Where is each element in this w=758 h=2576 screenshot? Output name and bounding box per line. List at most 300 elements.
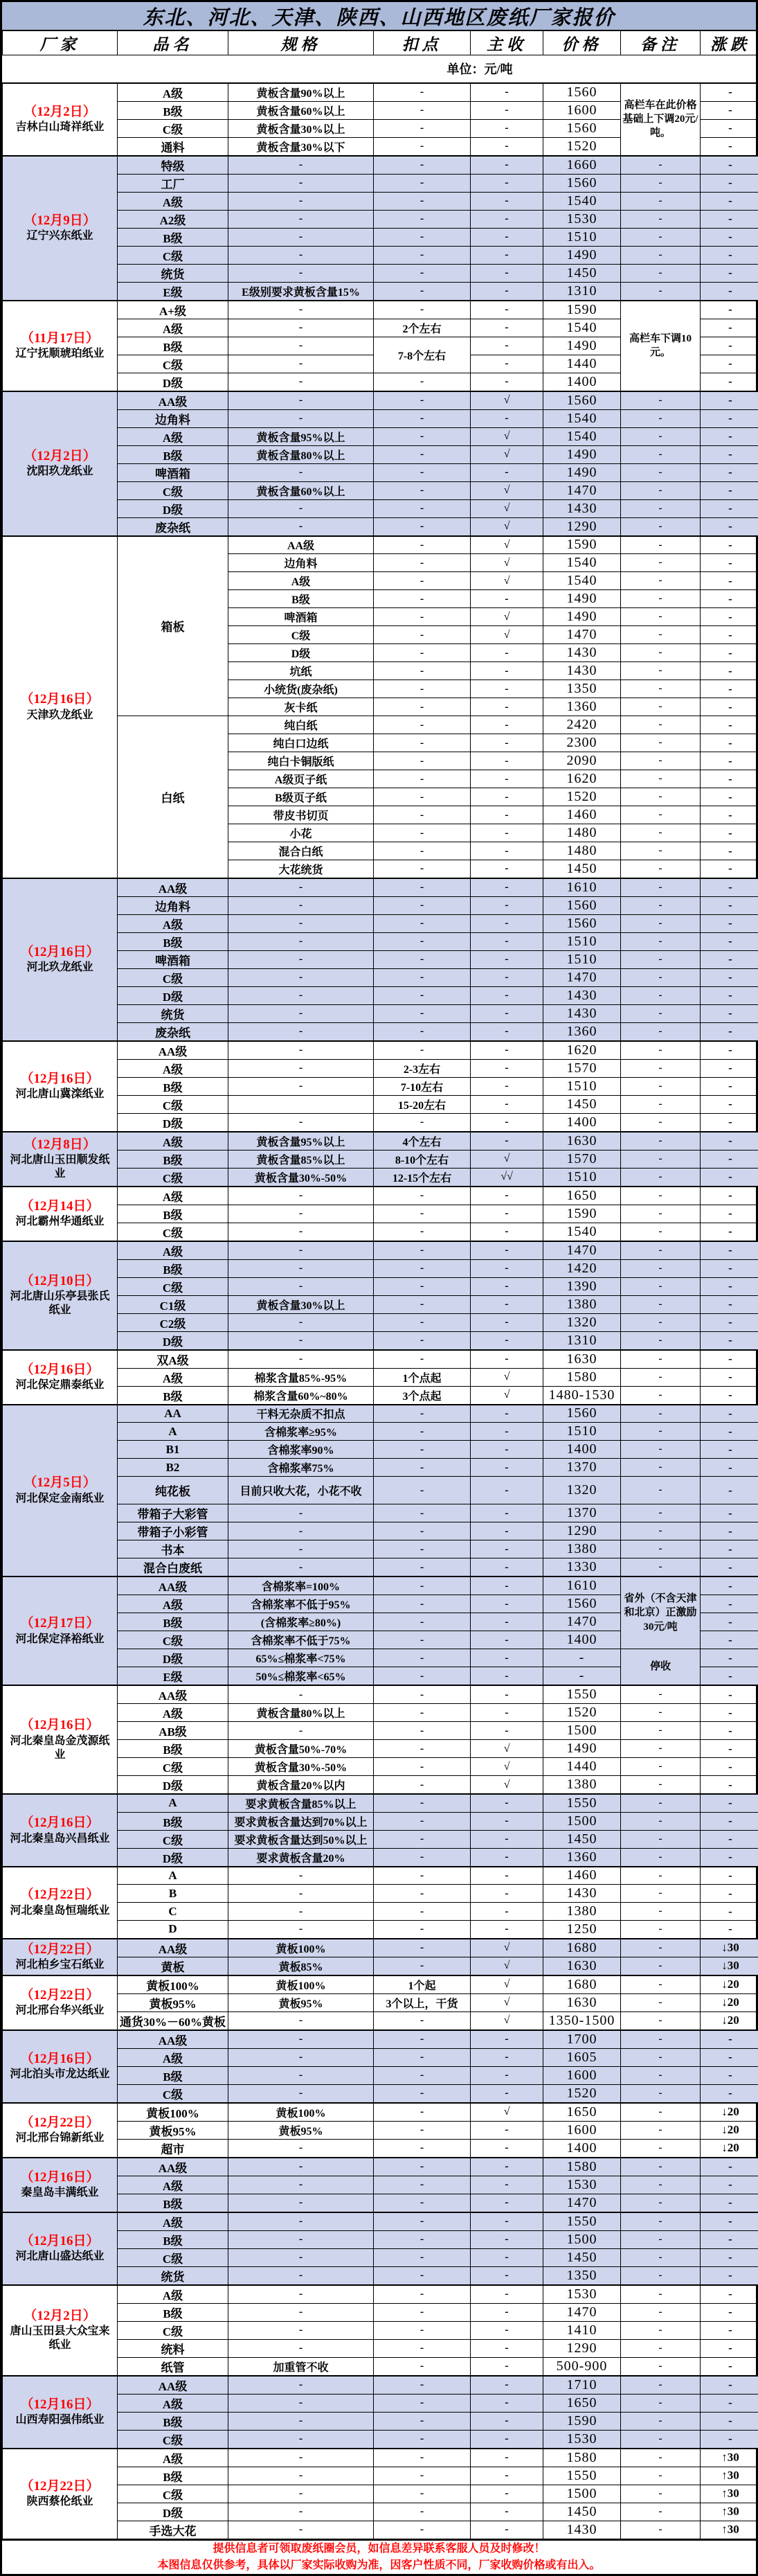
remark-cell: -	[621, 1794, 701, 1812]
remark-cell: -	[621, 499, 701, 517]
spec-cell: -	[228, 932, 374, 950]
remark-cell: -	[621, 264, 701, 282]
deduction-cell: -	[374, 1313, 471, 1331]
main-collect-cell: -	[471, 373, 543, 391]
remark-cell: -	[621, 1504, 701, 1522]
price-cell: 1610	[543, 878, 621, 897]
change-cell: -	[701, 788, 758, 806]
main-collect-cell: -	[471, 1921, 543, 1939]
change-cell: -	[701, 1205, 758, 1223]
price-cell: 1380	[543, 1295, 621, 1313]
deduction-cell: 1个点起	[374, 1368, 471, 1386]
main-collect-cell: √	[471, 2011, 543, 2030]
spec-cell: 黄板85%	[228, 1957, 374, 1975]
factory-cell	[3, 1350, 118, 1405]
spec-cell: -	[228, 1504, 374, 1522]
product-name-cell: 书本	[118, 1540, 228, 1558]
change-cell: -	[701, 1758, 758, 1776]
product-name-cell: A级	[118, 2285, 228, 2304]
price-cell: 1430	[543, 1885, 621, 1903]
price-cell: 1330	[543, 1558, 621, 1577]
product-name-cell: A级	[118, 319, 228, 337]
factory-date: （12月22日）	[5, 2478, 115, 2496]
remark-cell: -	[621, 572, 701, 590]
main-collect-cell: -	[471, 264, 543, 282]
remark-cell: -	[621, 2485, 701, 2503]
factory-name: 河北邢台华兴纸业	[5, 2004, 115, 2018]
price-cell: 1630	[543, 1350, 621, 1369]
main-collect-cell: -	[471, 1095, 543, 1113]
factory-date: （12月17日）	[5, 1615, 115, 1633]
price-cell: 1430	[543, 644, 621, 662]
price-cell: 1530	[543, 2430, 621, 2449]
product-name-cell: D级	[118, 986, 228, 1004]
main-collect-cell: -	[471, 2194, 543, 2212]
change-cell: -	[701, 806, 758, 824]
factory-name: 河北秦皇岛金茂源纸业	[5, 1734, 115, 1762]
product-name-cell: AA级	[118, 391, 228, 410]
change-cell: ↓30	[701, 1957, 758, 1975]
product-name-cell: B级	[118, 2230, 228, 2248]
price-cell: 1600	[543, 101, 621, 119]
main-collect-cell: √	[471, 572, 543, 590]
remark-cell: -	[621, 1993, 701, 2011]
product-name-cell: 双A级	[118, 1350, 228, 1369]
remark-cell: -	[621, 1885, 701, 1903]
change-cell: -	[701, 391, 758, 410]
main-collect-cell: -	[471, 878, 543, 897]
deduction-cell: -	[374, 1004, 471, 1022]
deduction-cell: -	[374, 228, 471, 246]
deduction-cell: -	[374, 968, 471, 986]
product-name-cell: B级	[118, 1812, 228, 1830]
remark-cell: -	[621, 1350, 701, 1369]
change-cell: ↓30	[701, 1939, 758, 1957]
change-cell: -	[701, 824, 758, 842]
price-cell: 1520	[543, 788, 621, 806]
product-name-cell: 工厂	[118, 174, 228, 192]
change-cell: -	[701, 1558, 758, 1577]
spec-cell: -	[228, 2176, 374, 2194]
table-row	[3, 1939, 758, 1957]
product-name-cell: D级	[118, 1331, 228, 1350]
main-collect-cell: -	[471, 1223, 543, 1241]
product-name-cell: 黄板95%	[118, 1993, 228, 2011]
factory-cell	[3, 2285, 118, 2376]
remark-cell: -	[621, 2321, 701, 2339]
main-collect-cell: -	[471, 1059, 543, 1077]
change-cell: -	[701, 174, 758, 192]
price-cell: 1450	[543, 1095, 621, 1113]
product-name-cell: 边角料	[118, 896, 228, 914]
main-collect-cell: √	[471, 1957, 543, 1975]
spec-cell: -	[228, 409, 374, 427]
remark-cell: -	[621, 770, 701, 788]
factory-date: （12月2日）	[5, 2308, 115, 2325]
spec-cell: A级	[228, 572, 374, 590]
spec-cell: 带皮书切页	[228, 806, 374, 824]
change-cell: ↓20	[701, 2139, 758, 2158]
change-cell: -	[701, 2303, 758, 2321]
change-cell: -	[701, 1921, 758, 1939]
remark-cell: -	[621, 1939, 701, 1957]
product-name-cell: 白纸	[118, 716, 228, 878]
product-name-cell: A级	[118, 83, 228, 102]
product-name-cell: AA级	[118, 2030, 228, 2049]
remark-cell: -	[621, 1722, 701, 1740]
price-cell: 1310	[543, 1331, 621, 1350]
table-row	[3, 1975, 758, 1994]
price-cell: 1680	[543, 1975, 621, 1994]
main-collect-cell: -	[471, 282, 543, 301]
deduction-cell: -	[374, 1613, 471, 1631]
price-cell: 1550	[543, 1685, 621, 1704]
factory-date: （12月22日）	[5, 1942, 115, 1959]
spec-cell: -	[228, 2485, 374, 2503]
spec-cell: -	[228, 2158, 374, 2176]
deduction-cell: -	[374, 264, 471, 282]
deduction-cell: -	[374, 860, 471, 878]
remark-cell: -	[621, 427, 701, 445]
deduction-cell: -	[374, 770, 471, 788]
product-name-cell: B1	[118, 1441, 228, 1459]
change-cell: -	[701, 282, 758, 301]
remark-cell: -	[621, 788, 701, 806]
change-cell: -	[701, 536, 758, 554]
price-cell: 1610	[543, 1576, 621, 1595]
remark-cell: -	[621, 463, 701, 481]
table-row	[3, 878, 758, 897]
deduction-cell: -	[374, 2376, 471, 2395]
product-name-cell: AA级	[118, 1041, 228, 1060]
main-collect-cell: -	[471, 2485, 543, 2503]
main-collect-cell: -	[471, 662, 543, 680]
spec-cell: 含棉浆率不低于95%	[228, 1595, 374, 1613]
spec-cell: -	[228, 1077, 374, 1095]
main-collect-cell: -	[471, 2230, 543, 2248]
table-row	[3, 1041, 758, 1060]
price-cell: 1510	[543, 228, 621, 246]
deduction-cell: -	[374, 2303, 471, 2321]
deduction-cell: -	[374, 1540, 471, 1558]
product-name-cell: A级	[118, 1241, 228, 1260]
main-collect-cell: -	[471, 83, 543, 102]
product-name-cell: D级	[118, 1848, 228, 1867]
factory-cell	[3, 1041, 118, 1132]
spec-cell: -	[228, 1113, 374, 1132]
deduction-cell: -	[374, 1595, 471, 1613]
product-name-cell: C级	[118, 2084, 228, 2103]
product-name-cell: B级	[118, 1205, 228, 1223]
main-collect-cell: -	[471, 2357, 543, 2376]
main-collect-cell: -	[471, 2412, 543, 2430]
remark-cell: -	[621, 2248, 701, 2266]
remark-cell: -	[621, 1812, 701, 1830]
spec-cell: 要求黄板含量达到50%以上	[228, 1830, 374, 1848]
spec-cell: 坑纸	[228, 662, 374, 680]
factory-date: （12月16日）	[5, 2051, 115, 2068]
main-collect-cell: -	[471, 860, 543, 878]
change-cell: -	[701, 1540, 758, 1558]
spec-cell: -	[228, 968, 374, 986]
price-cell: 1510	[543, 932, 621, 950]
price-cell: 1400	[543, 373, 621, 391]
remark-cell: -	[621, 968, 701, 986]
price-cell: 1430	[543, 2521, 621, 2539]
product-name-cell: 统货	[118, 1004, 228, 1022]
remark-cell: -	[621, 210, 701, 228]
factory-name: 天津玖龙纸业	[5, 709, 115, 722]
price-cell: 1540	[543, 427, 621, 445]
product-name-cell: C级	[118, 2485, 228, 2503]
spec-cell: -	[228, 1004, 374, 1022]
spec-cell: -	[228, 2194, 374, 2212]
product-name-cell: 统货	[118, 2266, 228, 2285]
deduction-cell: -	[374, 2103, 471, 2122]
factory-cell	[3, 1576, 118, 1685]
deduction-cell: -	[374, 752, 471, 770]
remark-cell: -	[621, 1168, 701, 1187]
main-collect-cell: -	[471, 246, 543, 264]
price-cell: 1370	[543, 1504, 621, 1522]
price-cell: 1290	[543, 1522, 621, 1540]
spec-cell: 小统货(废杂纸)	[228, 680, 374, 698]
product-name-cell: 啤酒箱	[118, 950, 228, 968]
factory-cell	[3, 536, 118, 878]
product-name-cell: C1级	[118, 1295, 228, 1313]
product-name-cell: D级	[118, 1649, 228, 1667]
factory-cell	[3, 1794, 118, 1867]
spec-cell: D级	[228, 644, 374, 662]
main-collect-cell: -	[471, 1295, 543, 1313]
price-cell: 1560	[543, 174, 621, 192]
deduction-cell: -	[374, 373, 471, 391]
deduction-cell: -	[374, 174, 471, 192]
product-name-cell: D级	[118, 373, 228, 391]
price-cell: 1600	[543, 2066, 621, 2084]
deduction-cell: -	[374, 1295, 471, 1313]
remark-cell: -	[621, 2339, 701, 2357]
price-cell: 1510	[543, 950, 621, 968]
remark-cell: -	[621, 1758, 701, 1776]
product-name-cell: 黄板	[118, 1957, 228, 1975]
change-cell: -	[701, 83, 758, 102]
change-cell: -	[701, 896, 758, 914]
price-cell: 1540	[543, 572, 621, 590]
deduction-cell: 2个左右	[374, 319, 471, 337]
main-collect-cell: -	[471, 1667, 543, 1686]
table-row	[3, 156, 758, 175]
main-collect-cell: -	[471, 1576, 543, 1595]
deduction-cell: -	[374, 517, 471, 536]
factory-name: 河北柏乡宝石纸业	[5, 1958, 115, 1972]
remark-cell: -	[621, 2467, 701, 2485]
deduction-cell: -	[374, 481, 471, 499]
factory-cell	[3, 301, 118, 391]
price-cell: 1350	[543, 2266, 621, 2285]
deduction-cell: -	[374, 716, 471, 734]
col-header-price: 价格	[543, 31, 621, 55]
product-name-cell: B级	[118, 2412, 228, 2430]
change-cell: -	[701, 246, 758, 264]
main-collect-cell: √	[471, 427, 543, 445]
price-cell: 1440	[543, 355, 621, 373]
deduction-cell: -	[374, 2176, 471, 2194]
price-cell: 1370	[543, 1459, 621, 1477]
main-collect-cell: √	[471, 391, 543, 410]
product-name-cell: 边角料	[118, 409, 228, 427]
main-collect-cell: -	[471, 734, 543, 752]
main-collect-cell: √	[471, 1758, 543, 1776]
product-name-cell: 超市	[118, 2139, 228, 2158]
main-collect-cell: -	[471, 1812, 543, 1830]
price-cell: 1290	[543, 517, 621, 536]
product-name-cell: A级	[118, 1059, 228, 1077]
factory-cell	[3, 1187, 118, 1241]
remark-cell: -	[621, 1041, 701, 1060]
remark-cell: -	[621, 1223, 701, 1241]
deduction-cell: -	[374, 301, 471, 319]
factory-cell	[3, 83, 118, 156]
remark-cell: -	[621, 246, 701, 264]
product-name-cell: A级	[118, 1704, 228, 1722]
spec-cell: E级别要求黄板含量15%	[228, 282, 374, 301]
main-collect-cell: -	[471, 644, 543, 662]
factory-cell	[3, 1867, 118, 1939]
main-collect-cell: -	[471, 2066, 543, 2084]
remark-cell: -	[621, 1459, 701, 1477]
product-name-cell: B级	[118, 1740, 228, 1758]
price-cell: 1490	[543, 337, 621, 355]
main-collect-cell: -	[471, 2321, 543, 2339]
spec-cell: 边角料	[228, 554, 374, 572]
spec-cell: -	[228, 2303, 374, 2321]
product-name-cell: B级	[118, 932, 228, 950]
main-collect-cell: -	[471, 1004, 543, 1022]
factory-date: （11月17日）	[5, 330, 115, 348]
main-collect-cell: -	[471, 2248, 543, 2266]
main-collect-cell: -	[471, 2139, 543, 2158]
price-cell: 1700	[543, 2030, 621, 2049]
factory-cell	[3, 156, 118, 301]
spec-cell: -	[228, 2467, 374, 2485]
factory-date: （12月2日）	[5, 448, 115, 465]
factory-date: （12月22日）	[5, 1887, 115, 1904]
remark-cell: -	[621, 445, 701, 463]
price-cell: 1630	[543, 1993, 621, 2011]
spec-cell: -	[228, 1277, 374, 1295]
deduction-cell: -	[374, 1223, 471, 1241]
change-cell: -	[701, 950, 758, 968]
remark-cell: -	[621, 481, 701, 499]
deduction-cell: -	[374, 1576, 471, 1595]
remark-cell: -	[621, 1277, 701, 1295]
deduction-cell: 12-15个左右	[374, 1168, 471, 1187]
remark-cell: -	[621, 590, 701, 608]
change-cell: ↓20	[701, 1993, 758, 2011]
spec-cell: 黄板95%	[228, 1993, 374, 2011]
remark-cell: -	[621, 1077, 701, 1095]
col-header-factory: 厂家	[3, 31, 118, 55]
spec-cell: 要求黄板含量20%	[228, 1848, 374, 1867]
price-cell: 1410	[543, 2321, 621, 2339]
product-name-cell: E级	[118, 282, 228, 301]
factory-cell	[3, 1939, 118, 1975]
deduction-cell: -	[374, 445, 471, 463]
remark-cell: -	[621, 536, 701, 554]
price-cell: 1500	[543, 2485, 621, 2503]
price-cell: 1500	[543, 1812, 621, 1830]
product-name-cell: 通料	[118, 137, 228, 156]
main-collect-cell: √	[471, 1368, 543, 1386]
change-cell: -	[701, 1368, 758, 1386]
main-collect-cell: √	[471, 1939, 543, 1957]
change-cell: -	[701, 1649, 758, 1667]
price-cell: 1350-1500	[543, 2011, 621, 2030]
table-row	[3, 2449, 758, 2467]
spec-cell: A级页子纸	[228, 770, 374, 788]
deduction-cell: -	[374, 2285, 471, 2304]
spec-cell: 黄板含量60%以上	[228, 481, 374, 499]
main-collect-cell: -	[471, 1350, 543, 1369]
remark-cell: -	[621, 2357, 701, 2376]
main-collect-cell: -	[471, 896, 543, 914]
deduction-cell: -	[374, 427, 471, 445]
deduction-cell: -	[374, 1631, 471, 1649]
product-name-cell: A	[118, 1423, 228, 1441]
price-cell: 1490	[543, 590, 621, 608]
remark-cell: -	[621, 2121, 701, 2139]
product-name-cell: C级	[118, 1631, 228, 1649]
change-cell: -	[701, 1830, 758, 1848]
spec-cell: 含棉浆率不低于75%	[228, 1631, 374, 1649]
change-cell: -	[701, 662, 758, 680]
change-cell: -	[701, 1576, 758, 1595]
table-row	[3, 83, 758, 102]
product-name-cell: 带箱子大彩管	[118, 1504, 228, 1522]
change-cell: ↑30	[701, 2467, 758, 2485]
remark-cell: -	[621, 2394, 701, 2412]
product-name-cell: C级	[118, 1758, 228, 1776]
product-name-cell: B级	[118, 2303, 228, 2321]
deduction-cell: -	[374, 824, 471, 842]
spec-cell: -	[228, 1685, 374, 1704]
product-name-cell: B级	[118, 1259, 228, 1277]
price-cell: 1540	[543, 1223, 621, 1241]
price-table	[2, 30, 758, 2539]
spec-cell: -	[228, 174, 374, 192]
change-cell: ↑30	[701, 2521, 758, 2539]
main-collect-cell: -	[471, 1685, 543, 1704]
change-cell: -	[701, 1331, 758, 1350]
change-cell: -	[701, 608, 758, 626]
price-cell: 1390	[543, 1277, 621, 1295]
spec-cell: -	[228, 463, 374, 481]
product-name-cell: 纯花板	[118, 1477, 228, 1504]
price-cell: 1500	[543, 1722, 621, 1740]
deduction-cell: -	[374, 156, 471, 175]
deduction-cell: -	[374, 499, 471, 517]
change-cell: -	[701, 2176, 758, 2194]
main-collect-cell: √√	[471, 1168, 543, 1187]
spec-cell: 黄板含量85%以上	[228, 1150, 374, 1168]
main-collect-cell: -	[471, 2430, 543, 2449]
change-cell: -	[701, 1704, 758, 1722]
spec-cell: -	[228, 210, 374, 228]
spec-cell: -	[228, 1022, 374, 1041]
remark-cell: -	[621, 1241, 701, 1260]
change-cell: -	[701, 1150, 758, 1168]
